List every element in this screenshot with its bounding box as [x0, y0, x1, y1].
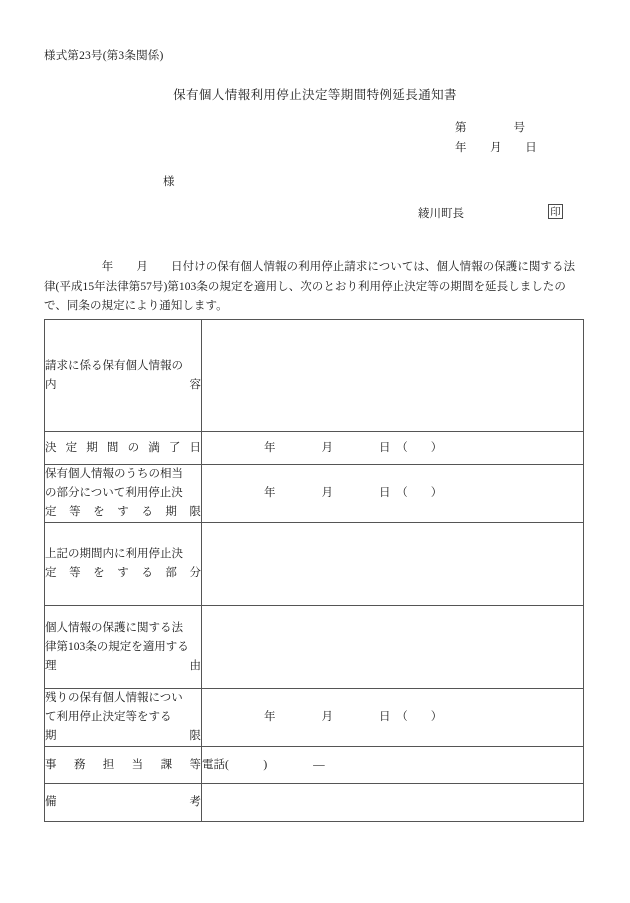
table-row-label — [45, 523, 202, 606]
reference-block — [455, 118, 537, 158]
form-number: 様式第23号(第3条関係) — [44, 50, 164, 62]
table-row-value[interactable] — [202, 784, 584, 822]
table-row — [45, 606, 584, 689]
label-line-justified: 定 等 を す る 期 限 — [45, 506, 201, 518]
table-row — [45, 747, 584, 784]
table-row-label — [45, 606, 202, 689]
issuer-name: 綾川町長 — [418, 208, 464, 220]
label-line-justified: 備 考 — [45, 796, 201, 808]
table-row-label — [45, 689, 202, 747]
label-line-justified: 内 容 — [45, 378, 201, 391]
label-line: て利用停止決定等をする — [45, 711, 172, 723]
table-body — [45, 320, 584, 822]
addressee-honorific: 様 — [163, 176, 175, 188]
body-paragraph-text: 年 月 日付けの保有個人情報の利用停止請求については、個人情報の保護に関する法律(平成15年法律第57号)第103条の規定を適用し、次のとおり利用停止決定等の期間を延長しましたので、同条の規定により通知します。 — [44, 261, 576, 312]
table-row — [45, 432, 584, 465]
document-title: 保有個人情報利用停止決定等期間特例延長通知書 — [173, 88, 457, 102]
label-line-justified: 理 由 — [45, 659, 201, 672]
table-row-value[interactable] — [202, 523, 584, 606]
label-line: 上記の期間内に利用停止決 — [45, 548, 183, 560]
table-row-label — [45, 432, 202, 465]
reference-number-line: 第 号 — [455, 122, 526, 134]
table-row — [45, 689, 584, 747]
label-line: 残りの保有個人情報につい — [45, 692, 183, 704]
table-row-label — [45, 747, 202, 784]
table-row-value[interactable] — [202, 432, 584, 465]
body-paragraph — [44, 258, 584, 317]
label-line: 請求に係る保有個人情報の — [45, 359, 183, 372]
telephone-placeholder[interactable]: 電話( ) ― — [202, 747, 584, 784]
label-line-justified: 定 等 を す る 部 分 — [45, 567, 201, 579]
date-placeholder[interactable]: 年 月 日 （ ） — [264, 711, 443, 723]
label-line: の部分について利用停止決 — [45, 487, 183, 499]
seal-stamp-icon: 印 — [548, 204, 563, 219]
date-placeholder[interactable]: 年 月 日 （ ） — [264, 487, 443, 499]
table-row-value[interactable] — [202, 465, 584, 523]
table-row-value[interactable] — [202, 320, 584, 432]
label-line-justified: 期 限 — [45, 730, 201, 742]
label-line-justified: 決 定 期 間 の 満 了 日 — [45, 441, 201, 454]
label-line: 保有個人情報のうちの相当 — [45, 468, 183, 480]
table-row — [45, 784, 584, 822]
reference-date-line: 年 月 日 — [455, 142, 537, 154]
label-line: 律第103条の規定を適用する — [45, 640, 189, 653]
table-row-value[interactable] — [202, 689, 584, 747]
table-row — [45, 523, 584, 606]
table-row-value[interactable] — [202, 606, 584, 689]
notification-detail-table — [44, 319, 584, 822]
date-placeholder[interactable]: 年 月 日 （ ） — [264, 441, 443, 454]
label-line: 個人情報の保護に関する法 — [45, 621, 183, 634]
label-line-justified: 事 務 担 当 課 等 — [45, 758, 201, 771]
table-row-label — [45, 320, 202, 432]
table-row — [45, 320, 584, 432]
table-row-label — [45, 784, 202, 822]
table-row — [45, 465, 584, 523]
table-row-label — [45, 465, 202, 523]
